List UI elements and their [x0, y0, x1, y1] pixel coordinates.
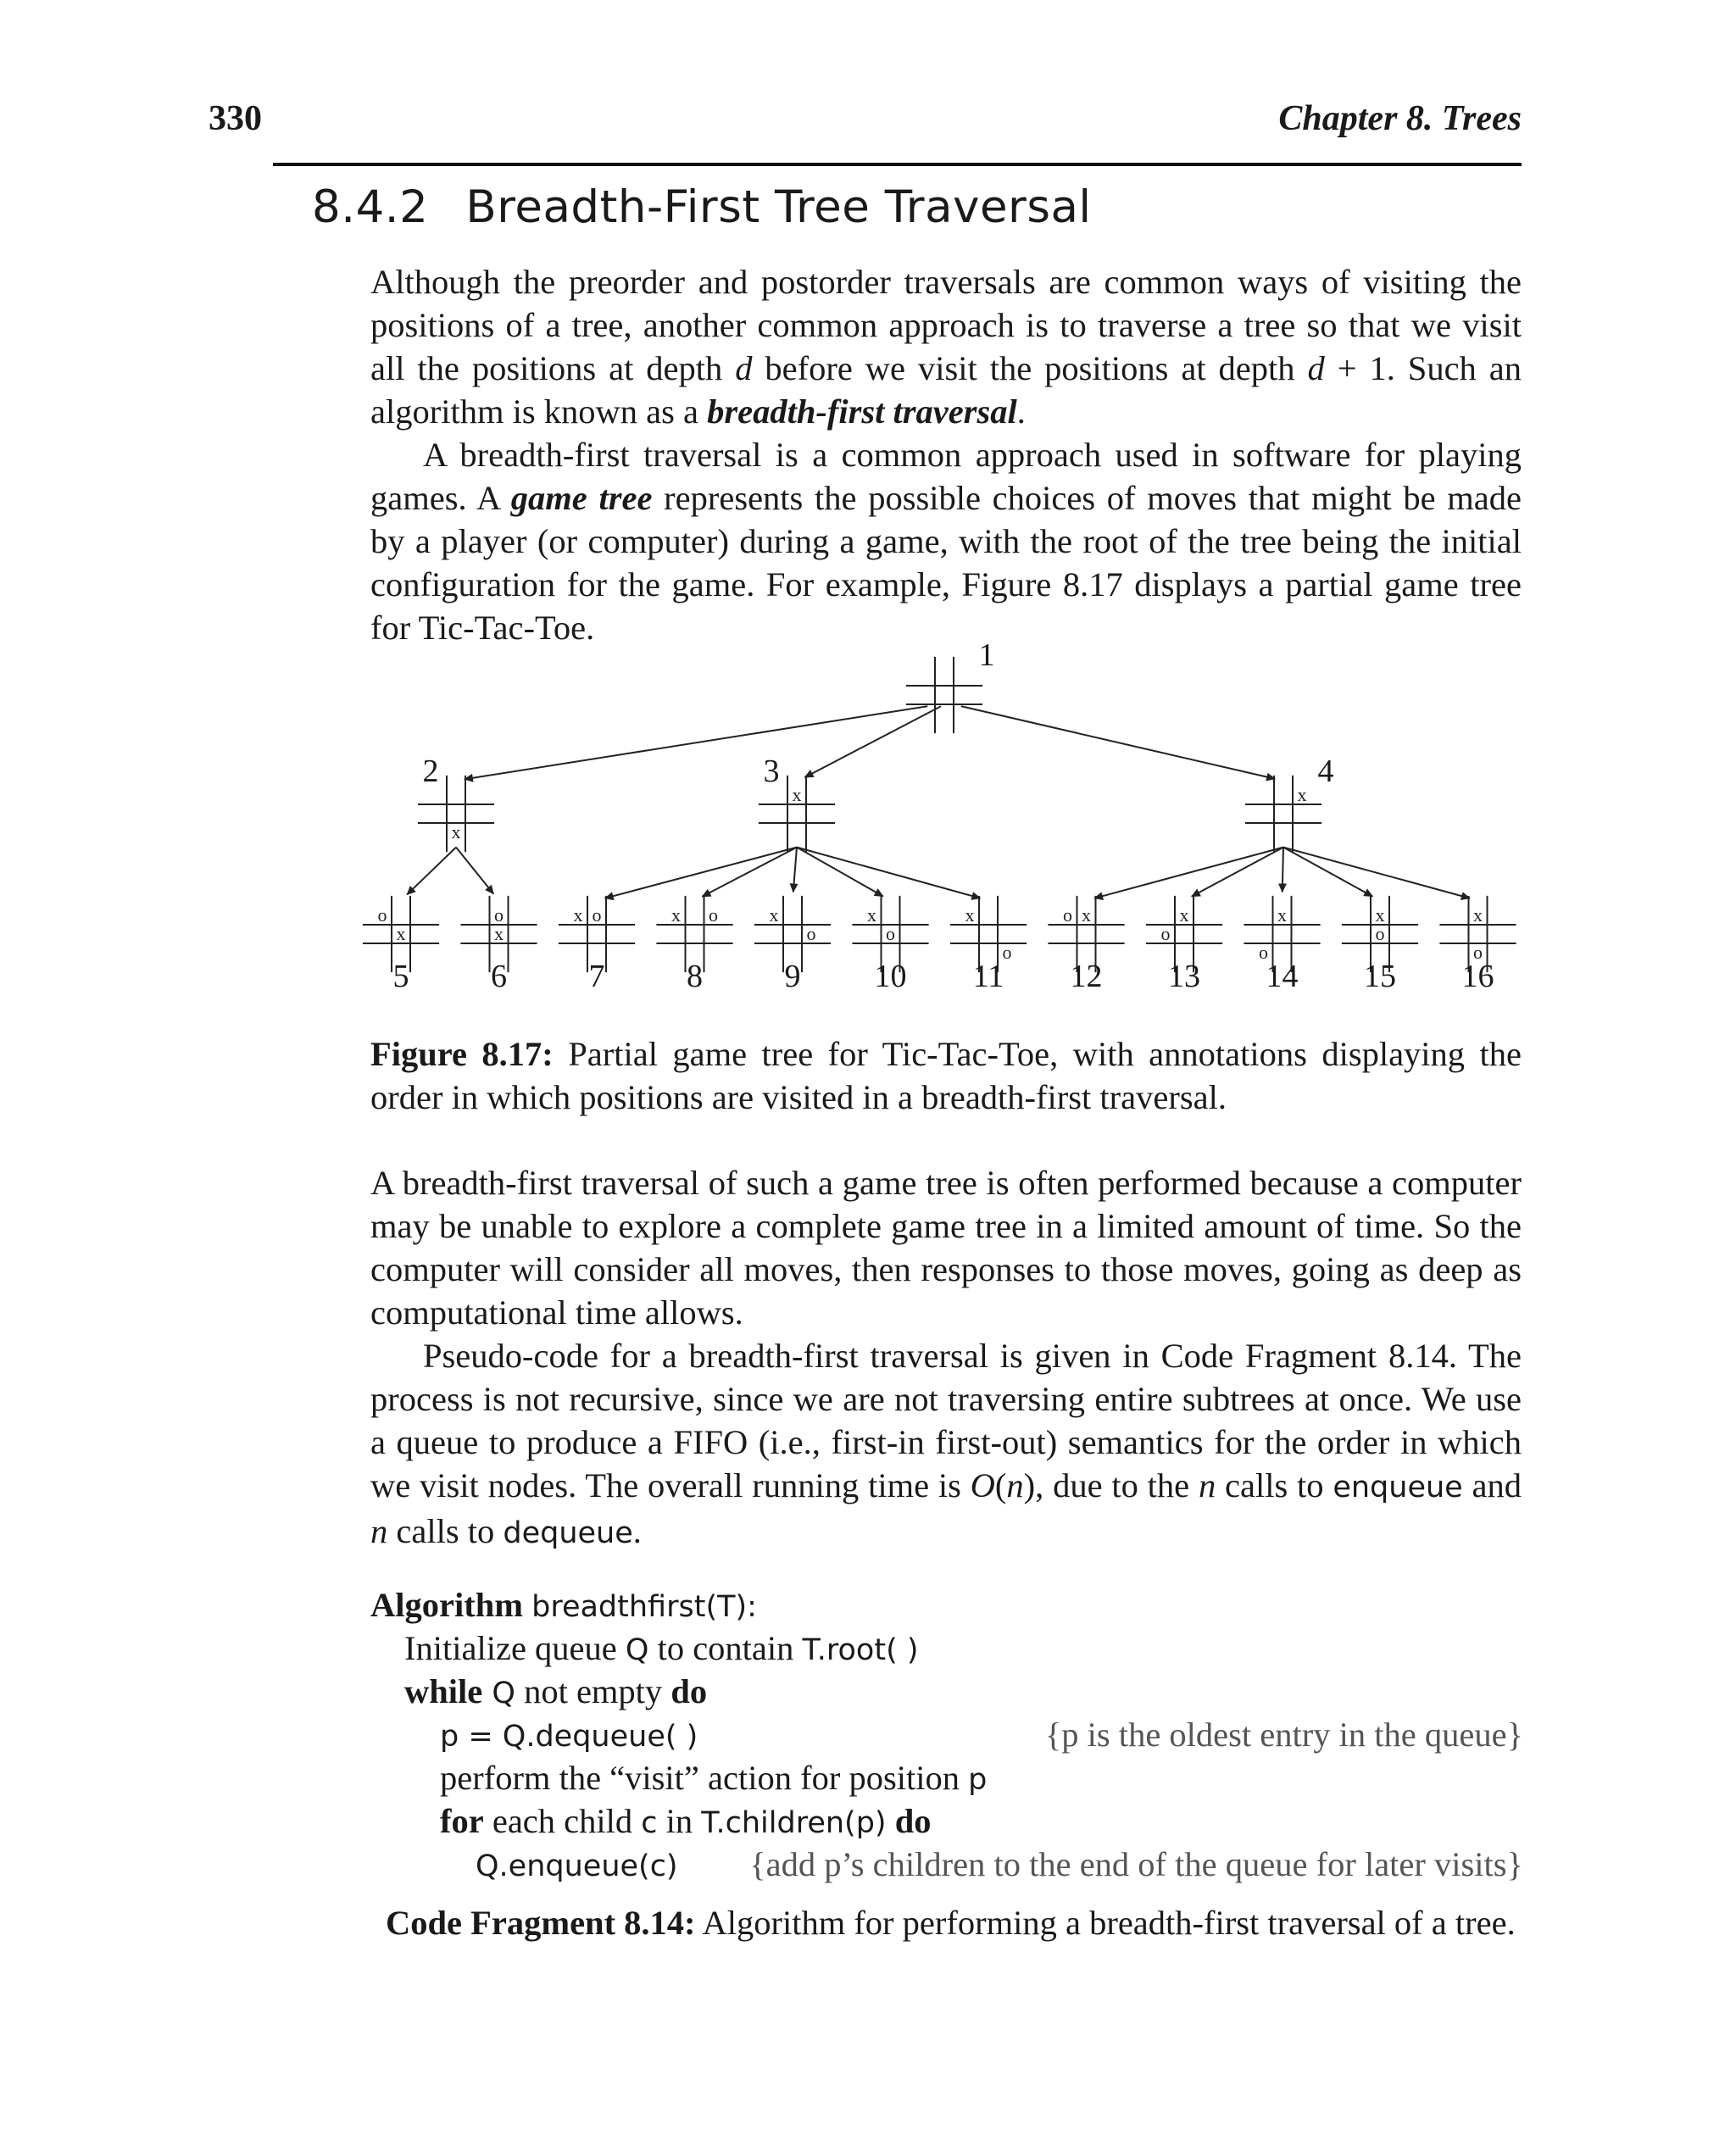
board-mark: x: [965, 904, 975, 926]
node-order-label: 6: [491, 959, 507, 994]
algo-comment: {add p’s children to the end of the queue for later visits}: [749, 1845, 1523, 1883]
section-title: Breadth-First Tree Traversal: [465, 181, 1092, 233]
var-n: n: [370, 1512, 388, 1550]
code-enqueue: enqueue: [1333, 1471, 1463, 1504]
para4-text: and: [1462, 1466, 1522, 1504]
board-mark: o: [1473, 942, 1483, 963]
var-n: n: [1006, 1466, 1024, 1504]
page-number: 330: [209, 99, 262, 138]
node-order-label: 14: [1266, 959, 1299, 994]
tree-edge: [1094, 848, 1283, 898]
board-mark: x: [1179, 904, 1189, 926]
tree-edge: [797, 848, 980, 898]
algo-code: T.children(p): [701, 1806, 887, 1840]
algo-comment: {p is the oldest entry in the queue}: [1044, 1716, 1523, 1754]
node-order-label: 4: [1317, 754, 1334, 789]
algo-line-5: [370, 1799, 1523, 1843]
node-order-label: 13: [1168, 959, 1200, 994]
para4-text: .: [632, 1512, 642, 1550]
var-d: d: [735, 349, 753, 387]
figure-caption-text: Partial game tree for Tic-Tac-Toe, with annotations displaying the order in which positions are visited in a breadth-first traversal.: [370, 1035, 1522, 1116]
code-fragment-caption: [386, 1903, 1516, 1943]
tree-edge: [456, 848, 493, 894]
algo-text: in: [657, 1802, 702, 1840]
para2-text: A breadth-first traversal is a common approach used in software for playing games. A: [370, 436, 1522, 517]
tree-edge: [804, 706, 941, 777]
board-mark: o: [1063, 904, 1072, 926]
algo-keyword: do: [670, 1672, 708, 1710]
board-node-6: [460, 896, 537, 994]
paragraph-4: [370, 1334, 1522, 1555]
algo-line-2: [370, 1670, 1523, 1713]
tree-edge: [797, 848, 883, 897]
board-mark: o: [1259, 942, 1268, 963]
algo-line-1: [370, 1627, 1523, 1670]
node-order-label: 10: [874, 959, 907, 994]
board-node-5: [363, 896, 439, 994]
board-mark: o: [886, 923, 895, 944]
board-mark: x: [451, 821, 461, 842]
para2-text: represents the possible choices of moves that might be made by a player (or computer) during a game, with the root of the tree being the initial configuration for the game. For example, Figure 8.17 displays a partial game tree for Tic-Tac-Toe.: [370, 479, 1522, 647]
board-mark: o: [592, 904, 602, 926]
board-mark: o: [1160, 923, 1171, 944]
algo-keyword: Algorithm: [370, 1586, 523, 1624]
paren: ): [1023, 1466, 1036, 1504]
algo-text: to contain: [648, 1629, 803, 1667]
node-order-label: 3: [763, 754, 780, 789]
var-d: d: [1307, 349, 1325, 387]
board-node-10: [852, 896, 928, 994]
para4-text: , due to the: [1035, 1466, 1199, 1504]
algo-text: each child: [483, 1802, 642, 1840]
algo-code: Q: [482, 1677, 515, 1710]
board-mark: x: [1473, 904, 1483, 926]
paren: (: [994, 1466, 1007, 1504]
board-mark: x: [792, 784, 802, 805]
algo-text: Initialize queue: [404, 1629, 626, 1667]
algorithm-block: [370, 1583, 1523, 1886]
board-mark: x: [867, 904, 876, 926]
paragraph-2: [370, 433, 1522, 649]
algo-line-3: [370, 1713, 1523, 1756]
algo-code: c: [641, 1806, 658, 1840]
para4-text: Pseudo-code for a breadth-first traversal is given in Code Fragment 8.14. The process is not recursive, since we are not traversing entire subtrees at once. We use a queue to produce a FIFO (i.e., first-in first-out) semantics for the order in which we visit nodes. The overall running time is: [370, 1337, 1522, 1504]
code-dequeue: dequeue: [503, 1516, 633, 1550]
algo-keyword: do: [886, 1802, 932, 1840]
para1-text: Although the preorder and postorder traversals are common ways of visiting the positions of a tree, another common approach is to traverse a tree so that we visit all the positions at depth: [370, 263, 1522, 387]
board-node-15: [1342, 896, 1418, 994]
var-n: n: [1198, 1466, 1216, 1504]
figure-label: Figure 8.17:: [370, 1035, 554, 1073]
board-mark: x: [671, 904, 681, 926]
board-mark: x: [769, 904, 779, 926]
tree-edge: [605, 848, 797, 898]
tree-edge: [1192, 848, 1283, 897]
algo-line-4: [370, 1756, 1523, 1799]
algo-line-6: [370, 1843, 1523, 1886]
para4-text: calls to: [387, 1512, 504, 1550]
term-game-tree: game tree: [510, 479, 653, 517]
board-mark: x: [1375, 904, 1385, 926]
board-node-16: [1439, 896, 1516, 994]
node-order-label: 7: [588, 959, 605, 994]
node-order-label: 8: [687, 959, 703, 994]
algo-keyword: while: [404, 1672, 483, 1710]
node-order-label: 11: [972, 959, 1004, 994]
board-mark: x: [1082, 904, 1091, 926]
node-order-label: 1: [978, 644, 995, 673]
board-mark: o: [806, 923, 816, 944]
code-fragment-text: Algorithm for performing a breadth-first traversal of a tree.: [695, 1904, 1516, 1942]
para1-text: before we visit the positions at depth: [752, 349, 1308, 387]
algo-signature-code: breadthfirst(T):: [531, 1590, 757, 1624]
game-tree-figure: [356, 644, 1543, 1000]
node-order-label: 2: [422, 754, 439, 789]
board-mark: o: [494, 904, 504, 926]
section-number: 8.4.2: [312, 181, 429, 233]
tree-edge: [793, 848, 797, 893]
tree-nodes: [363, 644, 1516, 994]
board-node-14: [1244, 896, 1320, 994]
tree-edges: [407, 706, 1470, 898]
algo-code: Q: [625, 1633, 649, 1667]
algo-text: perform the “visit” action for position: [440, 1759, 969, 1797]
paragraph-1: [370, 260, 1522, 649]
board-node-9: [754, 896, 831, 994]
section-heading: [312, 181, 1092, 233]
board-mark: x: [396, 923, 406, 944]
algo-signature: [370, 1583, 1523, 1627]
algo-code: T.root( ): [802, 1633, 919, 1667]
board-node-2: [418, 754, 494, 852]
algo-code: p = Q.dequeue( ): [440, 1720, 698, 1754]
para1-text: + 1. Such an algorithm is known as a: [370, 349, 1522, 431]
tree-edge: [961, 706, 1275, 779]
running-header-chapter: Chapter 8. Trees: [1278, 99, 1522, 138]
node-order-label: 5: [392, 959, 409, 994]
node-order-label: 9: [784, 959, 801, 994]
header-rule: [273, 163, 1522, 166]
board-mark: o: [377, 904, 387, 926]
board-node-11: [950, 896, 1027, 994]
node-order-label: 12: [1070, 959, 1103, 994]
board-mark: x: [1297, 784, 1307, 805]
para3-text: A breadth-first traversal of such a game tree is often performed because a computer may be unable to explore a complete game tree in a limited amount of time. So the computer will consider all moves, then responses to those moves, going as deep as computational time allows.: [370, 1164, 1522, 1332]
tree-edge: [1283, 848, 1470, 898]
algo-code: p: [968, 1763, 988, 1797]
tree-edge: [702, 848, 797, 897]
algo-keyword: for: [440, 1802, 484, 1840]
big-o: O: [970, 1466, 995, 1504]
board-mark: o: [709, 904, 718, 926]
code-fragment-label: Code Fragment 8.14:: [386, 1904, 696, 1942]
node-order-label: 15: [1364, 959, 1396, 994]
board-mark: x: [1277, 904, 1287, 926]
node-order-label: 16: [1461, 959, 1494, 994]
algo-code: Q.enqueue(c): [476, 1849, 678, 1883]
board-node-1: [906, 644, 995, 733]
board-mark: x: [573, 904, 583, 926]
board-node-12: [1048, 896, 1124, 994]
board-mark: o: [1002, 942, 1012, 963]
tree-edge: [465, 706, 927, 779]
term-breadth-first-traversal: breadth-first traversal: [707, 392, 1017, 431]
tree-edge: [407, 848, 456, 895]
paragraph-3: [370, 1161, 1522, 1555]
figure-caption: [370, 1032, 1522, 1119]
board-mark: x: [494, 923, 504, 944]
algo-text: not empty: [515, 1672, 671, 1710]
para1-text: .: [1016, 392, 1026, 431]
board-node-7: [559, 896, 635, 994]
para4-text: calls to: [1216, 1466, 1333, 1504]
board-node-4: [1245, 754, 1334, 852]
board-mark: o: [1375, 923, 1385, 944]
board-node-8: [656, 896, 732, 994]
tree-edge: [1283, 848, 1372, 897]
board-node-13: [1146, 896, 1222, 994]
